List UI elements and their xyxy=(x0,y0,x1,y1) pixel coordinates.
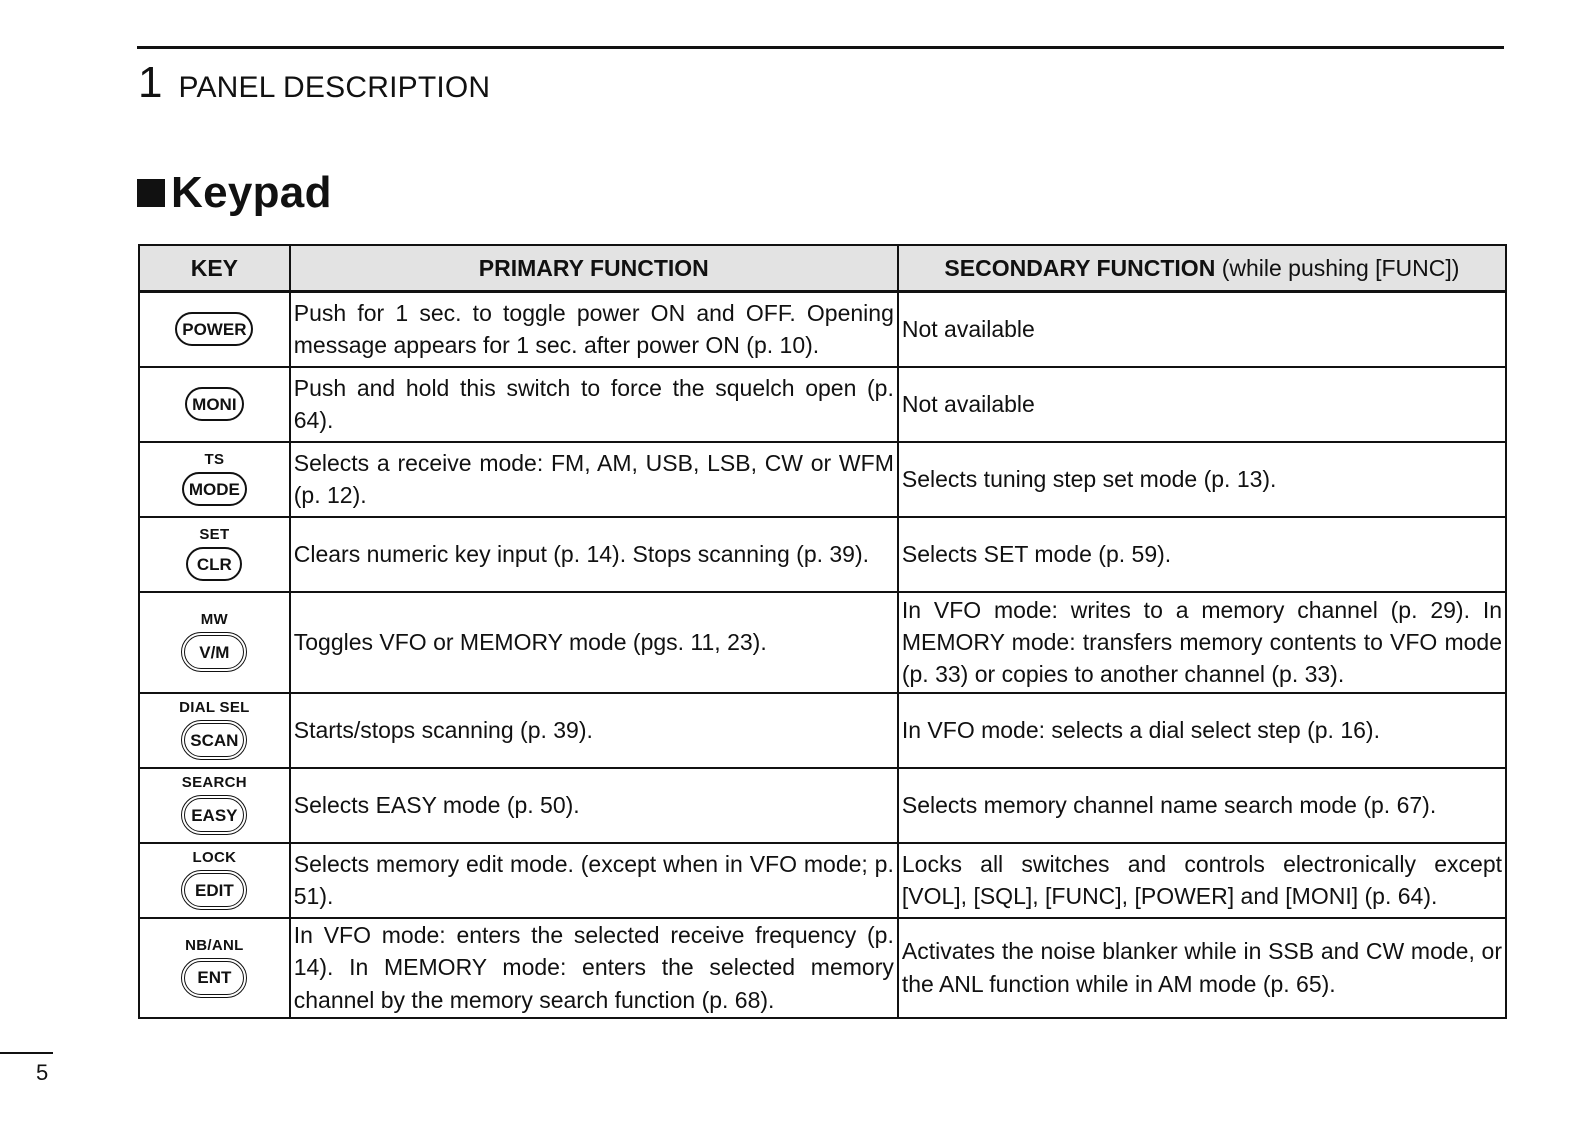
header-primary: PRIMARY FUNCTION xyxy=(290,245,898,292)
primary-function: Push and hold this switch to force the squelch open (p. 64). xyxy=(290,367,898,442)
chapter-title: PANEL DESCRIPTION xyxy=(178,71,491,104)
header-key: KEY xyxy=(139,245,290,292)
table-row xyxy=(139,292,1506,367)
key-alt-label: MW xyxy=(200,611,228,628)
header-rule xyxy=(137,46,1504,49)
footer-rule xyxy=(0,1052,53,1054)
secondary-function: Not available xyxy=(898,367,1506,442)
table-row xyxy=(139,843,1506,918)
edit-key: EDIT xyxy=(181,870,247,910)
key-alt-label: SET xyxy=(199,526,230,543)
key-cell xyxy=(139,442,290,517)
primary-function: In VFO mode: enters the selected receive frequency (p. 14). In MEMORY mode: enters the selected memory channel by the memory search function (p. 68). xyxy=(290,918,898,1018)
primary-function: Clears numeric key input (p. 14). Stops scanning (p. 39). xyxy=(290,517,898,592)
secondary-function: In VFO mode: selects a dial select step (p. 16). xyxy=(898,693,1506,768)
key-alt-label: DIAL SEL xyxy=(179,699,250,716)
key-cell xyxy=(139,918,290,1018)
table-row xyxy=(139,768,1506,843)
table-row xyxy=(139,442,1506,517)
key-cell xyxy=(139,367,290,442)
header-secondary: SECONDARY FUNCTION (while pushing [FUNC]) xyxy=(898,245,1506,292)
mode-key: MODE xyxy=(182,472,247,506)
primary-function: Selects a receive mode: FM, AM, USB, LSB, CW or WFM (p. 12). xyxy=(290,442,898,517)
chapter-heading xyxy=(138,58,490,108)
key-alt-label: NB/ANL xyxy=(185,936,244,954)
secondary-function: In VFO mode: writes to a memory channel (p. 29). In MEMORY mode: transfers memory contents to VFO mode (p. 33) or copies to another channel (p. 33). xyxy=(898,592,1506,693)
key-alt-label: SEARCH xyxy=(181,774,247,791)
table-row xyxy=(139,367,1506,442)
table-row xyxy=(139,517,1506,592)
table-row xyxy=(139,693,1506,768)
primary-function: Starts/stops scanning (p. 39). xyxy=(290,693,898,768)
power-key: POWER xyxy=(175,312,253,346)
moni-key: MONI xyxy=(185,387,243,421)
vm-key: V/M xyxy=(181,632,247,672)
key-cell xyxy=(139,693,290,768)
page-number: 5 xyxy=(36,1060,49,1085)
section-title: Keypad xyxy=(171,168,332,217)
square-bullet-icon xyxy=(137,179,165,207)
key-cell xyxy=(139,592,290,693)
key-cell xyxy=(139,843,290,918)
key-cell xyxy=(139,292,290,367)
primary-function: Toggles VFO or MEMORY mode (pgs. 11, 23). xyxy=(290,592,898,693)
key-alt-label: TS xyxy=(204,451,225,468)
clr-key: CLR xyxy=(186,547,242,581)
secondary-function: Selects SET mode (p. 59). xyxy=(898,517,1506,592)
secondary-function: Activates the noise blanker while in SSB and CW mode, or the ANL function while in AM mode (p. 65). xyxy=(898,918,1506,1018)
easy-key: EASY xyxy=(181,795,247,835)
secondary-function: Selects tuning step set mode (p. 13). xyxy=(898,442,1506,517)
secondary-function: Not available xyxy=(898,292,1506,367)
key-cell xyxy=(139,517,290,592)
primary-function: Selects EASY mode (p. 50). xyxy=(290,768,898,843)
key-alt-label: LOCK xyxy=(192,849,237,866)
scan-key: SCAN xyxy=(181,720,247,760)
primary-function: Push for 1 sec. to toggle power ON and OFF. Opening message appears for 1 sec. after power ON (p. 10). xyxy=(290,292,898,367)
table-header-row xyxy=(139,245,1506,292)
section-heading xyxy=(137,168,332,218)
secondary-function: Selects memory channel name search mode (p. 67). xyxy=(898,768,1506,843)
primary-function: Selects memory edit mode. (except when in VFO mode; p. 51). xyxy=(290,843,898,918)
table-row xyxy=(139,918,1506,1018)
table-row xyxy=(139,592,1506,693)
chapter-number: 1 xyxy=(138,58,163,107)
secondary-function: Locks all switches and controls electronically except [VOL], [SQL], [FUNC], [POWER] and [MONI] (p. 64). xyxy=(898,843,1506,918)
key-cell xyxy=(139,768,290,843)
ent-key: ENT xyxy=(181,958,247,998)
keypad-table xyxy=(138,244,1507,1019)
